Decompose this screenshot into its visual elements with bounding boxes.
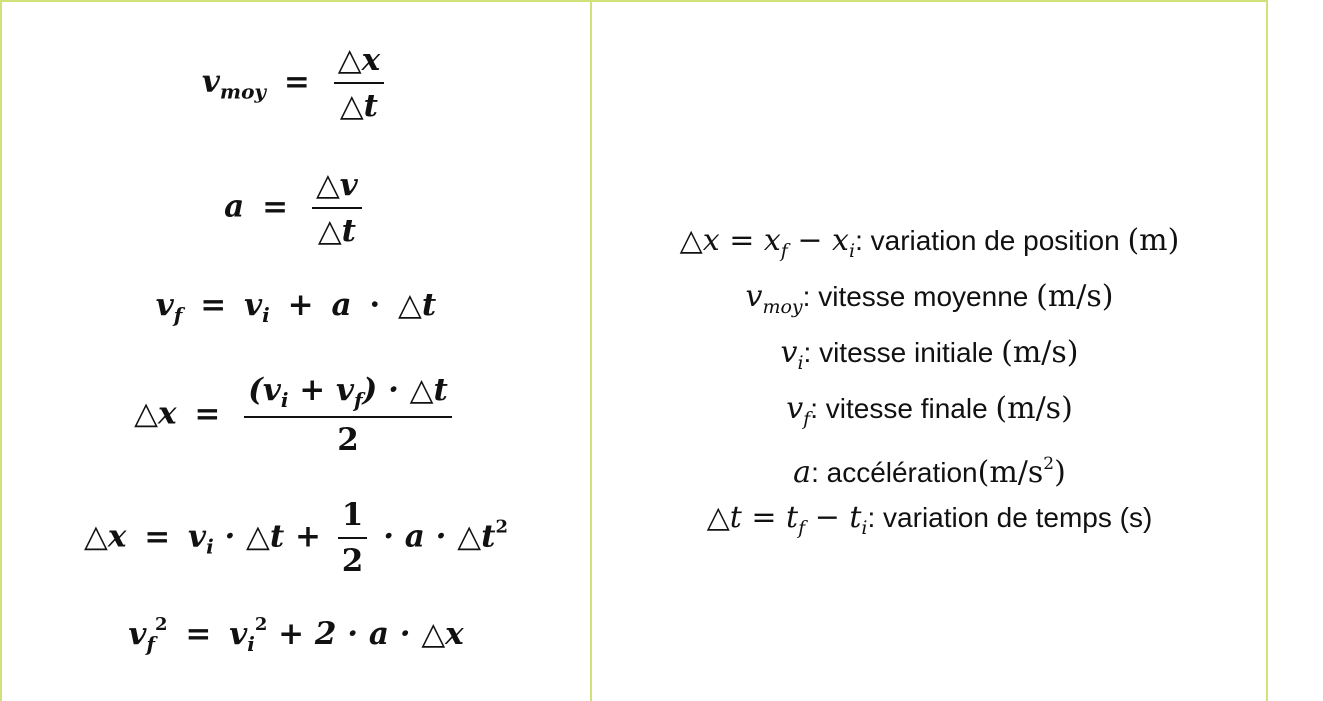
equals-sign: = <box>185 616 212 652</box>
formula-superscript: 2 <box>495 516 508 538</box>
fraction <box>334 42 384 124</box>
formula-subscript: f <box>146 632 155 656</box>
formula-subscript: f <box>780 240 788 262</box>
formula-average-velocity <box>2 42 590 124</box>
numerator-part: + v <box>288 372 355 408</box>
legend-math: v <box>780 335 798 370</box>
legend-cell <box>592 2 1267 701</box>
legend-text: : variation de temps (s) <box>867 502 1153 533</box>
legend-unit: (m/s) <box>995 391 1073 426</box>
formula-part: · △t + <box>213 518 332 555</box>
legend-text: : variation de position <box>855 225 1128 256</box>
legend-unit: (m) <box>1127 223 1180 258</box>
formula-subscript: i <box>797 352 804 374</box>
equals-sign: = <box>200 287 227 323</box>
formulas-cell <box>2 2 590 701</box>
formula-subscript: f <box>803 408 811 430</box>
legend-math: △x = x <box>679 223 781 258</box>
formula-subscript: i <box>262 303 270 327</box>
legend-line-acceleration <box>592 442 1267 495</box>
formula-acceleration <box>2 167 590 249</box>
formula-var: v <box>188 518 207 555</box>
equals-sign: = <box>194 395 221 432</box>
fraction-denominator: △t <box>317 213 356 249</box>
formula-subscript: moy <box>762 296 803 318</box>
legend-text: : accélération <box>811 457 978 488</box>
dot-operator: · <box>369 287 381 323</box>
formula-subscript: f <box>354 388 363 412</box>
numerator-part: (v <box>248 372 281 408</box>
fraction <box>244 372 452 458</box>
formula-var: v <box>229 616 248 652</box>
formula-var: a <box>224 188 245 225</box>
legend-text: : vitesse initiale <box>803 337 1002 368</box>
legend-math: △t = t <box>706 500 799 535</box>
fraction <box>338 497 368 579</box>
formula-var: v <box>201 63 220 100</box>
variable-legend <box>592 218 1267 551</box>
legend-unit: (m/s <box>977 455 1044 490</box>
formula-velocity-squared <box>2 614 590 656</box>
formula-subscript: i <box>280 388 289 412</box>
formula-var: △x <box>134 395 177 432</box>
legend-text: : vitesse moyenne <box>802 281 1037 312</box>
formula-subscript: i <box>861 517 868 539</box>
equals-sign: = <box>144 518 171 555</box>
legend-line-initial-velocity <box>592 330 1267 386</box>
legend-line-final-velocity <box>592 386 1267 442</box>
formula-subscript: i <box>247 632 255 656</box>
fraction-denominator: 2 <box>341 543 364 579</box>
formula-var: △t <box>398 287 437 323</box>
formula-var: △x <box>84 518 127 555</box>
fraction-numerator: 1 <box>341 497 364 533</box>
legend-line-displacement <box>592 218 1267 274</box>
formula-displacement-average <box>2 372 590 458</box>
formula-subscript: i <box>848 240 856 262</box>
legend-math: v <box>786 391 804 426</box>
legend-text: : vitesse finale <box>810 393 996 424</box>
equals-sign: = <box>283 63 310 100</box>
formula-var: v <box>244 287 263 323</box>
legend-line-average-velocity <box>592 274 1267 330</box>
legend-line-time <box>592 495 1267 551</box>
formula-var: v <box>128 616 147 652</box>
fraction-denominator: △t <box>339 88 378 124</box>
legend-unit: (m/s) <box>1036 279 1114 314</box>
fraction-numerator: △v <box>315 167 358 203</box>
formula-displacement-kinematic <box>2 497 590 579</box>
numerator-part: ) · △t <box>362 372 448 408</box>
plus-sign: + <box>287 287 314 323</box>
formula-final-velocity <box>2 287 590 327</box>
legend-math: v <box>745 279 763 314</box>
formula-part: · a · △t <box>383 518 496 555</box>
formula-superscript: 2 <box>1043 454 1055 474</box>
equals-sign: = <box>262 188 289 225</box>
formula-subscript: f <box>798 517 806 539</box>
formula-subscript: moy <box>219 79 267 104</box>
fraction <box>312 167 362 249</box>
formula-var: v <box>155 287 174 323</box>
formula-part: + 2 · a · △x <box>267 616 464 652</box>
legend-unit: (m/s) <box>1001 335 1079 370</box>
fraction-numerator <box>244 372 452 416</box>
legend-math: − t <box>805 500 862 535</box>
formula-superscript: 2 <box>254 614 268 635</box>
formula-subscript: i <box>206 534 214 559</box>
formula-var: a <box>331 287 352 323</box>
legend-unit: ) <box>1054 455 1066 490</box>
formula-superscript: 2 <box>154 614 168 635</box>
fraction-numerator: △x <box>337 42 381 78</box>
legend-math: − x <box>787 223 849 258</box>
formula-subscript: f <box>173 303 183 327</box>
fraction-denominator: 2 <box>337 422 359 458</box>
legend-math: a <box>793 455 812 490</box>
